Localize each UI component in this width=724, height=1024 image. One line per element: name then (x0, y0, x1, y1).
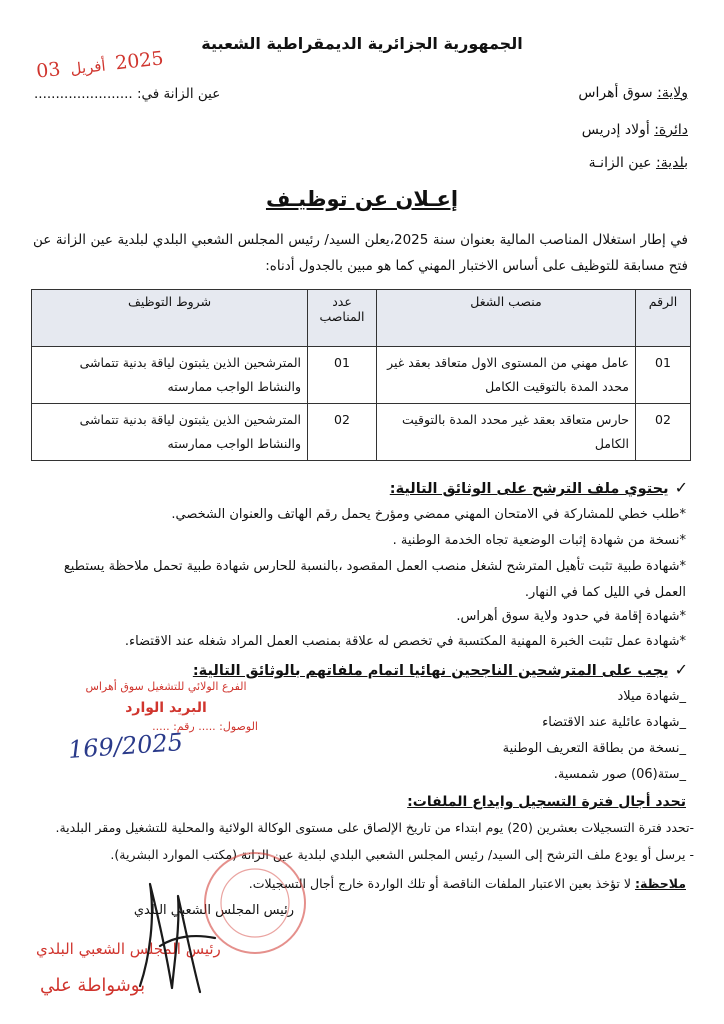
table-row (32, 404, 691, 461)
note-line (249, 876, 686, 891)
wilaya-value: سوق أهراس (578, 85, 653, 101)
wilaya-label: ولاية: (657, 85, 688, 101)
country-header: الجمهورية الجزائرية الديمقراطية الشعبية (201, 34, 523, 53)
row-conditions: المترشحين الذين يثبتون لياقة بدنية تتماشى والنشاط الواجب ممارسته (32, 404, 308, 461)
incoming-mail-stamp (66, 680, 266, 768)
date-stamp-month: أفريل (69, 56, 107, 79)
list-item: _شهادة عائلية عند الاقتضاء (542, 715, 686, 730)
row-conditions: المترشحين الذين يثبتون لياقة بدنية تتماشى والنشاط الواجب ممارسته (32, 347, 308, 404)
announcement-title: إعـلان عن توظيـف (265, 187, 459, 211)
row-count: 02 (308, 404, 377, 461)
signer-title: رئيس المجلس الشعبي البلدي (133, 903, 294, 918)
mail-stamp-number: 169/2025 (67, 728, 184, 764)
list-item: *طلب خطي للمشاركة في الامتحان المهني ممضي ومؤرخ يحمل رقم الهاتف والعنوان الشخصي. (171, 507, 686, 522)
documents-section-title (390, 478, 688, 497)
row-num: 01 (636, 347, 691, 404)
mail-stamp-label: البريد الوارد (125, 700, 207, 716)
list-item: _شهادة ميلاد (617, 689, 686, 704)
list-item: *شهادة عمل تثبت الخبرة المهنية المكتسبة في تخصص له علاقة بمنصب العمل المراد شغله عند الاقتضاء. (124, 634, 686, 649)
row-num: 02 (636, 404, 691, 461)
intro-paragraph: في إطار استغلال المناصب المالية بعنوان سنة 2025،يعلن السيد/ رئيس المجلس الشعبي البلدي لبلدية عين الزانة عن فتح مسابقة للتوظيف على أساس الاختبار المهني كما هو مبين بالجدول أدناه: (33, 232, 688, 274)
deadline-line: - يرسل أو يودع ملف الترشح إلى السيد/ رئيس المجلس الشعبي البلدي لبلدية عين الزانة (مكتب الموارد البشرية). (110, 847, 694, 862)
col-header-count: عدد المناصب (308, 290, 377, 347)
col-header-conditions: شروط التوظيف (32, 290, 308, 347)
checkmark-icon: ✓ (674, 478, 688, 497)
table-header-row (32, 290, 691, 347)
daira-value: أولاد إدريس (581, 122, 650, 138)
baladia-value: عين الزانـة (588, 155, 652, 171)
baladia-line (589, 155, 688, 171)
date-line: عين الزانة في: ....................... (34, 86, 221, 102)
list-item: *نسخة من شهادة إثبات الوضعية تجاه الخدمة الوطنية . (392, 533, 686, 548)
row-position: حارس متعاقد بعقد غير محدد المدة بالتوقيت الكامل (377, 404, 636, 461)
checkmark-icon: ✓ (674, 660, 688, 679)
col-header-position: منصب الشغل (377, 290, 636, 347)
deadline-line: -تحدد فترة التسجيلات بعشرين (20) يوم ابتداء من تاريخ الإلصاق على مستوى الوكالة الولائية والمحلية للتشغيل ومقر البلدية. (55, 820, 694, 835)
signature-stamp-name: بوشواطة علي (40, 975, 146, 996)
daira-line (582, 122, 688, 138)
accepted-section-title (193, 660, 688, 679)
signature-stamp-title: رئيس المجلس الشعبي البلدي (36, 940, 221, 958)
documents-title-text: يحتوي ملف الترشح على الوثائق التالية: (389, 481, 669, 497)
table-row (32, 347, 691, 404)
note-text: لا تؤخذ بعين الاعتبار الملفات الناقصة أو تلك الواردة خارج أجال التسجيلات. (248, 876, 635, 891)
row-count: 01 (308, 347, 377, 404)
date-stamp-year: 2025 (114, 47, 165, 75)
daira-label: دائرة: (654, 122, 688, 138)
date-stamp-day: 03 (35, 58, 62, 83)
list-item: _نسخة من بطاقة التعريف الوطنية (502, 741, 686, 756)
note-label: ملاحظة: (635, 876, 686, 891)
mail-stamp-fields: الوصول: ..... رقم: ..... (152, 720, 258, 733)
list-item: _ستة(06) صور شمسية. (553, 767, 686, 782)
row-position: عامل مهني من المستوى الاول متعاقد بعقد غير محدد المدة بالتوقيت الكامل (377, 347, 636, 404)
mail-stamp-office: الفرع الولائي للتشغيل سوق أهراس (85, 680, 247, 693)
list-item: *شهادة إقامة في حدود ولاية سوق أهراس. (456, 609, 686, 624)
list-item: *شهادة طبية تثبت تأهيل المترشح لشغل منصب العمل المقصود ،بالنسبة للحارس شهادة طبية تحمل ملاحظة يستطيع العمل في الليل كما في النهار. (63, 559, 686, 600)
deadline-section-title: تحدد أجال فترة التسجيل وايداع الملفات: (407, 794, 686, 810)
handwritten-signature-icon (120, 876, 230, 996)
baladia-label: بلدية: (656, 155, 688, 171)
accepted-title-text: يجب على المترشحين الناجحين نهائيا اتمام ملفاتهم بالوثائق التالية: (192, 663, 669, 679)
jobs-table (31, 289, 691, 461)
wilaya-line (578, 85, 688, 101)
col-header-num: الرقم (636, 290, 691, 347)
